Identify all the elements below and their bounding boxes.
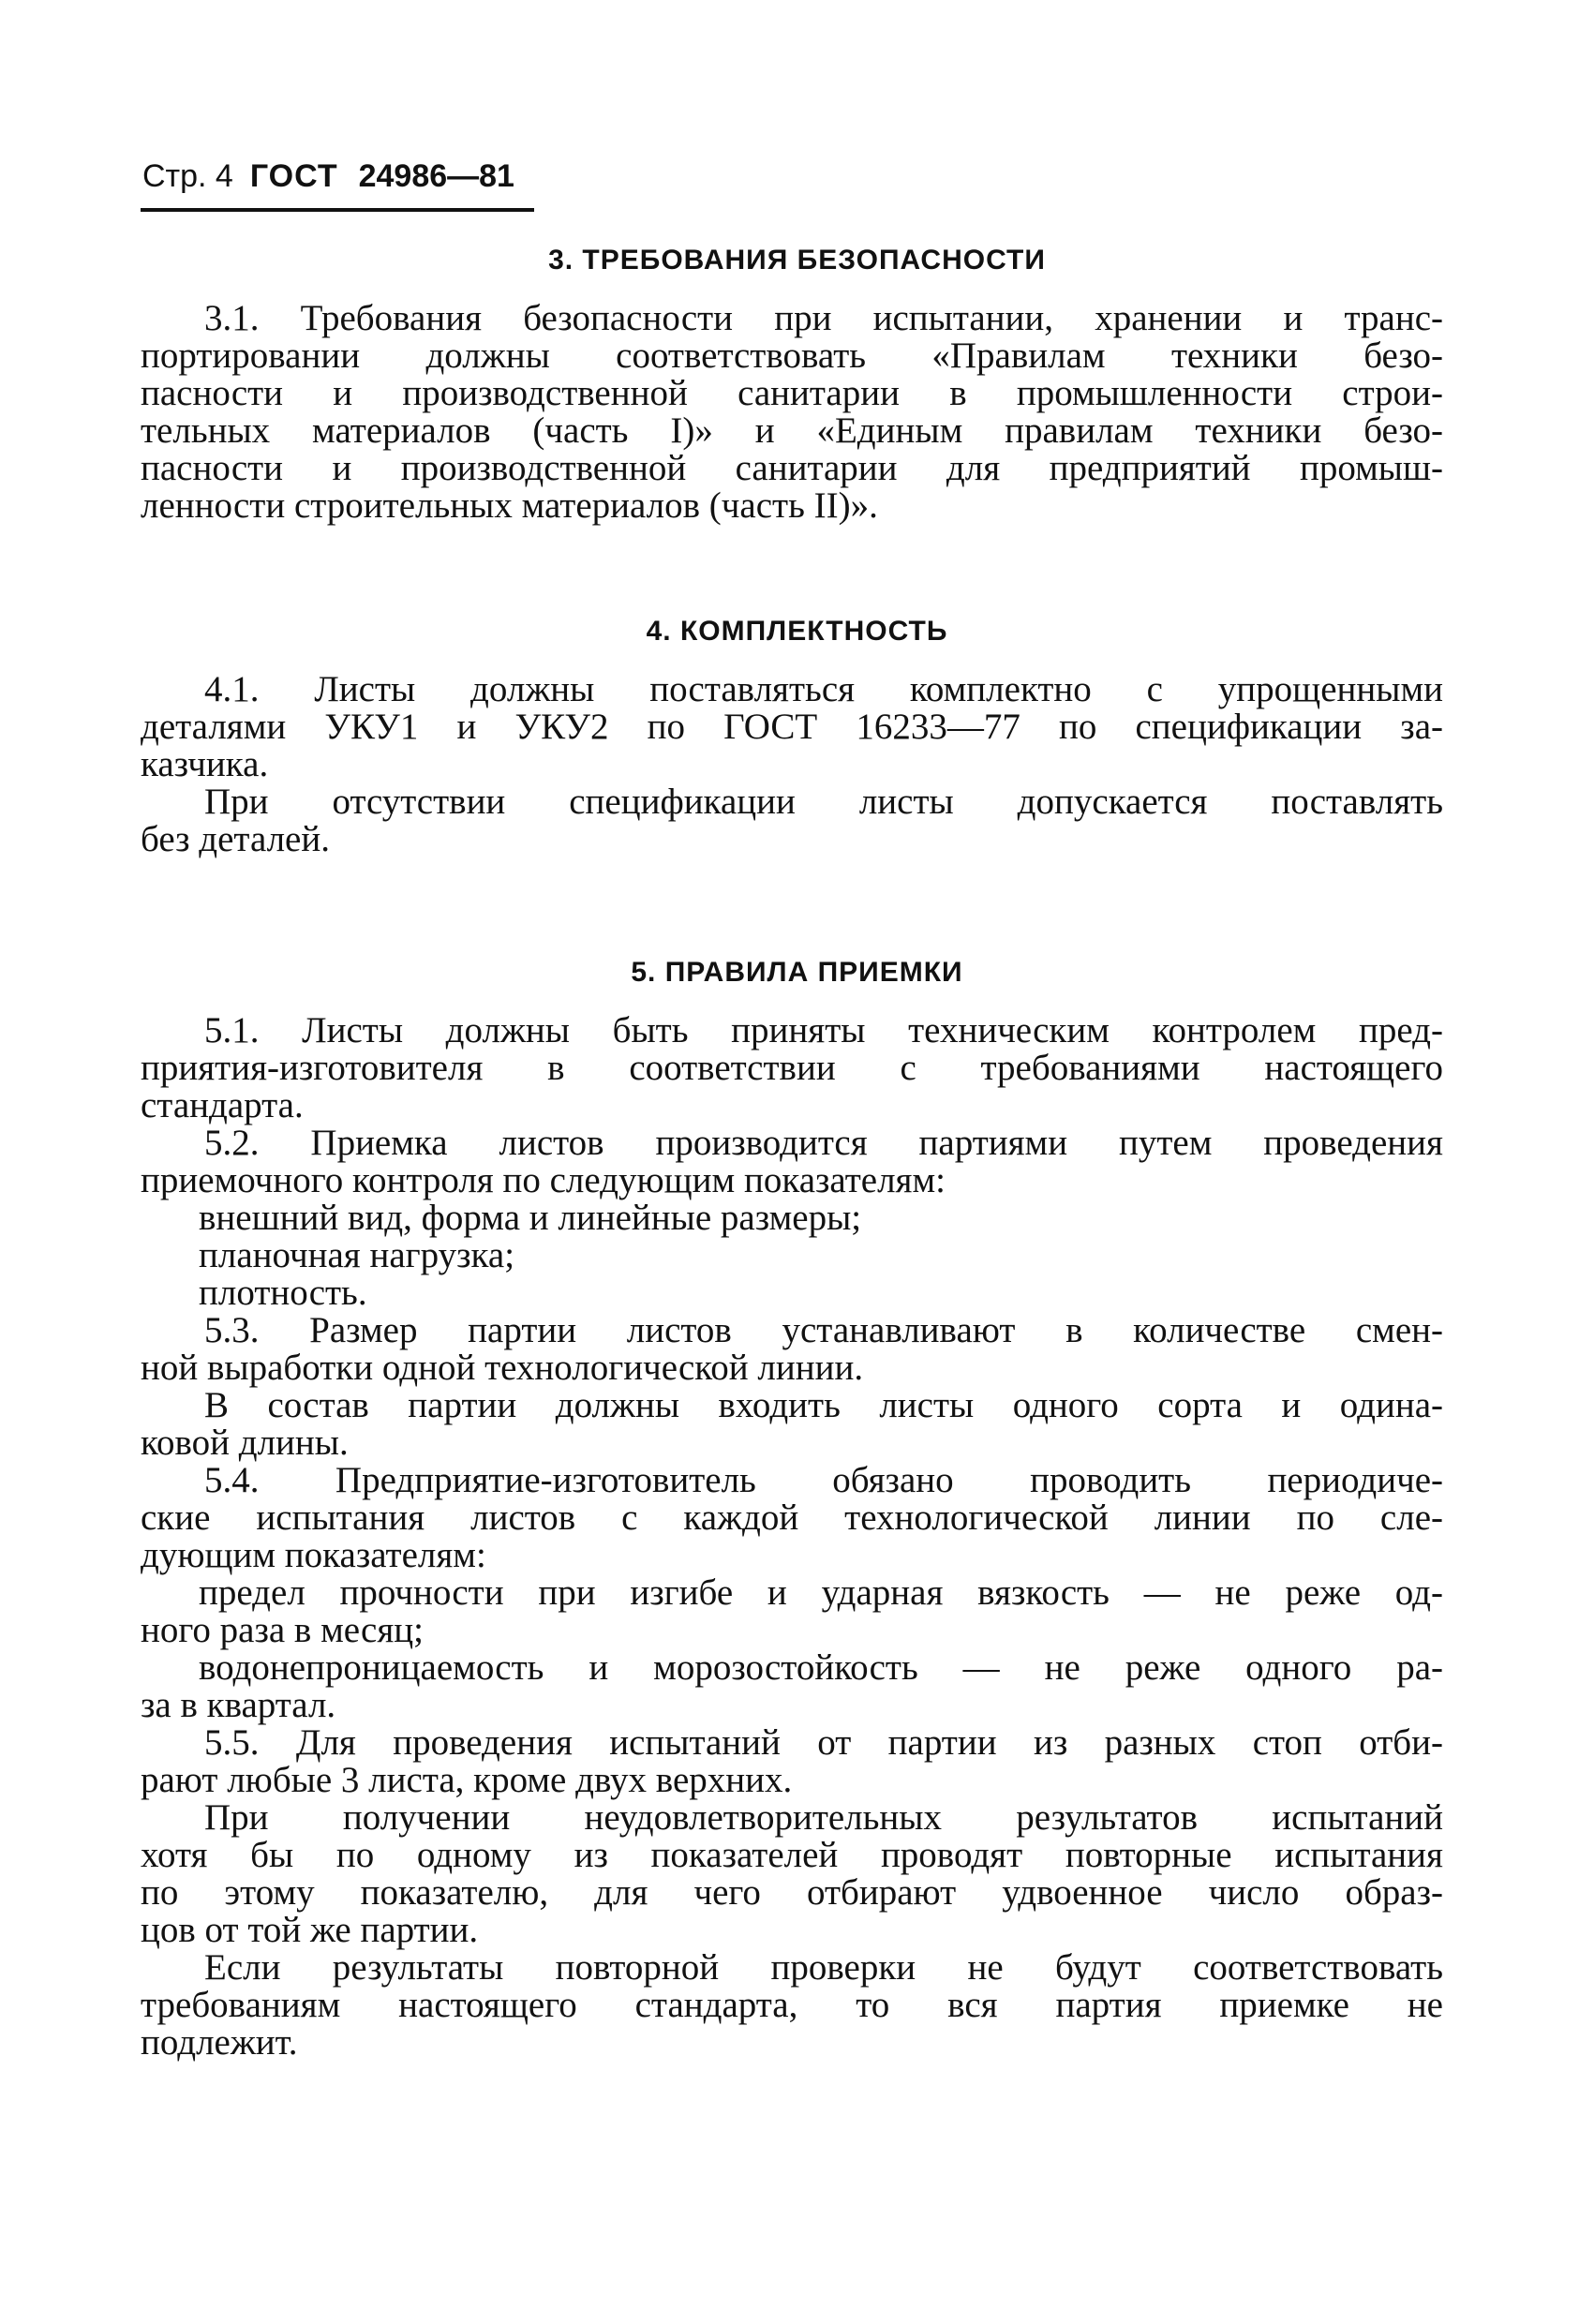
text-line: подлежит. bbox=[141, 2022, 298, 2063]
text-line: При получении неудовлетворительных результатов испытаний bbox=[204, 1797, 1443, 1838]
text-line: рают любые 3 листа, кроме двух верхних. bbox=[141, 1760, 793, 1800]
text-line: плотность. bbox=[199, 1273, 367, 1313]
text-line: водонепроницаемость и морозостойкость — не реже одного ра- bbox=[199, 1647, 1443, 1688]
section-body-acceptance bbox=[141, 1012, 1443, 2062]
page-number-label: Стр. 4 bbox=[142, 158, 233, 194]
text-line: пасности и производственной санитарии для предприятий промыш- bbox=[141, 448, 1443, 488]
text-line: ковой длины. bbox=[141, 1423, 349, 1463]
text-line: 3.1. Требования безопасности при испытании, хранении и транс- bbox=[204, 298, 1443, 338]
text-line: портировании должны соответствовать «Правилам техники безо- bbox=[141, 335, 1443, 376]
text-line: внешний вид, форма и линейные размеры; bbox=[199, 1198, 862, 1238]
text-line: Если результаты повторной проверки не будут соответствовать bbox=[204, 1947, 1443, 1988]
section-body-safety bbox=[141, 300, 1443, 525]
header-rule bbox=[141, 208, 534, 212]
section-body-completeness bbox=[141, 671, 1443, 858]
text-line: ной выработки одной технологической линии. bbox=[141, 1348, 864, 1388]
section-title-safety: 3. ТРЕБОВАНИЯ БЕЗОПАСНОСТИ bbox=[548, 245, 1046, 276]
standard-number: 24986—81 bbox=[358, 158, 514, 194]
text-line: ские испытания листов с каждой технологической линии по сле- bbox=[141, 1497, 1443, 1538]
text-line: 5.3. Размер партии листов устанавливают в количестве смен- bbox=[204, 1310, 1443, 1350]
text-line: 5.4. Предприятие-изготовитель обязано проводить периодиче- bbox=[204, 1460, 1443, 1500]
text-line: за в квартал. bbox=[141, 1685, 336, 1725]
text-line: При отсутствии спецификации листы допускается поставлять bbox=[204, 782, 1443, 822]
text-line: казчика. bbox=[141, 744, 269, 784]
section-title-acceptance: 5. ПРАВИЛА ПРИЕМКИ bbox=[631, 957, 963, 988]
text-line: цов от той же партии. bbox=[141, 1910, 479, 1950]
text-line: 5.2. Приемка листов производится партиями путем проведения bbox=[204, 1123, 1443, 1163]
text-line: дующим показателям: bbox=[141, 1535, 486, 1575]
text-line: по этому показателю, для чего отбирают удвоенное число образ- bbox=[141, 1872, 1443, 1913]
text-line: ного раза в месяц; bbox=[141, 1610, 425, 1650]
text-line: стандарта. bbox=[141, 1085, 304, 1125]
section-title-completeness: 4. КОМПЛЕКТНОСТЬ bbox=[646, 616, 948, 647]
text-line: предел прочности при изгибе и ударная вязкость — не реже од- bbox=[199, 1572, 1443, 1613]
text-line: В состав партии должны входить листы одного сорта и одина- bbox=[204, 1385, 1443, 1425]
text-line: приятия-изготовителя в соответствии с требованиями настоящего bbox=[141, 1048, 1443, 1088]
text-line: 5.1. Листы должны быть приняты техническим контролем пред- bbox=[204, 1010, 1443, 1050]
standard-label: ГОСТ bbox=[249, 158, 338, 194]
page-header bbox=[142, 157, 514, 195]
text-line: пасности и производственной санитарии в промышленности строи- bbox=[141, 373, 1443, 413]
text-line: тельных материалов (часть I)» и «Единым правилам техники безо- bbox=[141, 410, 1443, 451]
text-line: приемочного контроля по следующим показателям: bbox=[141, 1160, 946, 1200]
text-line: планочная нагрузка; bbox=[199, 1235, 515, 1275]
text-line: 4.1. Листы должны поставляться комплектно с упрощенными bbox=[204, 669, 1443, 709]
text-line: требованиям настоящего стандарта, то вся партия приемке не bbox=[141, 1985, 1443, 2025]
text-line: 5.5. Для проведения испытаний от партии из разных стоп отби- bbox=[204, 1722, 1443, 1763]
text-line: без деталей. bbox=[141, 819, 330, 859]
text-line: ленности строительных материалов (часть II)». bbox=[141, 485, 878, 526]
text-line: хотя бы по одному из показателей проводят повторные испытания bbox=[141, 1835, 1443, 1875]
text-line: деталями УКУ1 и УКУ2 по ГОСТ 16233—77 по спецификации за- bbox=[141, 707, 1443, 747]
